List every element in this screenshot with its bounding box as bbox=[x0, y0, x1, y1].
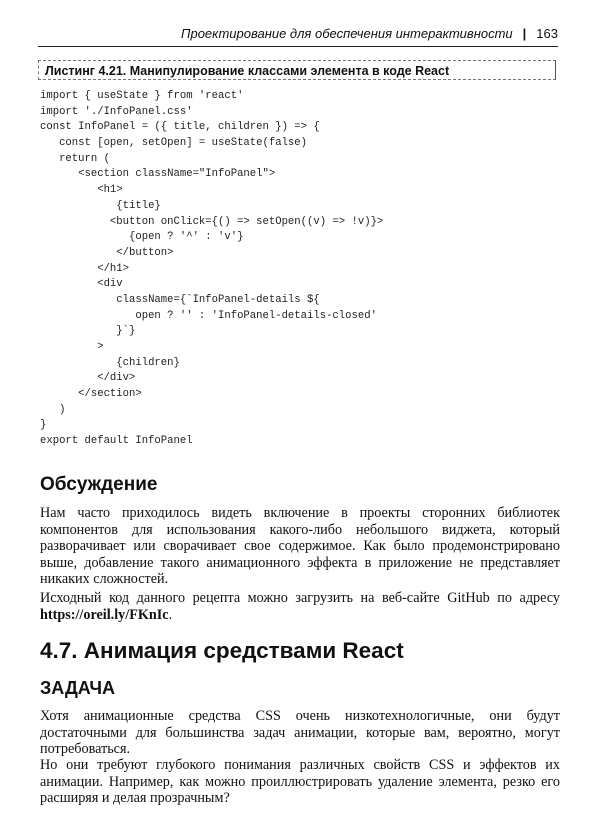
code-line: ) bbox=[40, 403, 66, 416]
code-line: </button> bbox=[40, 246, 174, 259]
section-heading: 4.7. Анимация средствами React bbox=[40, 638, 404, 663]
code-line: <div bbox=[40, 278, 123, 291]
task-paragraph-1: Хотя анимационные средства CSS очень низкотехнологичные, они будут достаточными для большинства задач анимации, которые вам, вероятно, могут потребоваться. bbox=[40, 708, 560, 758]
code-line: <h1> bbox=[40, 184, 123, 197]
task-heading: ЗАДАЧА bbox=[40, 678, 116, 698]
code-line: </h1> bbox=[40, 262, 130, 275]
code-line: {children} bbox=[40, 356, 180, 369]
code-line: {title} bbox=[40, 199, 161, 212]
page-number: 163 bbox=[536, 26, 558, 41]
code-line: <button onClick={() => setOpen((v) => !v)}> bbox=[40, 215, 384, 228]
listing-caption: Листинг 4.21. Манипулирование классами элемента в коде React bbox=[38, 60, 556, 80]
discussion-paragraph: Нам часто приходилось видеть включение в проекты сторонних библиотек компонентов для использования какого-либо небольшого виджета, который разворачивает или сворачивает свое содержимое. Как было продемонстрировано выше, добавление такого анимационного эффекта в приложение не представляет никаких сложностей. bbox=[40, 505, 560, 588]
code-line: > bbox=[40, 341, 104, 353]
code-line: </div> bbox=[40, 372, 136, 385]
source-code-period: . bbox=[168, 606, 173, 623]
task-paragraph-2: Но они требуют глубокого понимания различных свойств CSS и эффектов их анимации. Например, как можно проиллюстрировать удаление элемента, резко его расширяя и делая прозрачным? bbox=[40, 757, 560, 807]
code-line: const InfoPanel = ({ title, children }) => { bbox=[40, 121, 320, 134]
source-code-text: Исходный код данного рецепта можно загрузить на веб-сайте GitHub по адресу bbox=[40, 590, 560, 606]
code-line: </section> bbox=[40, 388, 142, 401]
code-listing bbox=[40, 89, 383, 450]
code-line: import { useState } from 'react' bbox=[40, 90, 244, 102]
header-separator: | bbox=[522, 26, 527, 41]
source-code-paragraph bbox=[40, 590, 560, 623]
code-line: className={`InfoPanel-details ${ bbox=[40, 293, 320, 306]
code-line: open ? '' : 'InfoPanel-details-closed' bbox=[40, 309, 377, 322]
chapter-title: Проектирование для обеспечения интерактивности bbox=[181, 26, 513, 41]
code-line: <section className="InfoPanel"> bbox=[40, 168, 276, 181]
code-line: import './InfoPanel.css' bbox=[40, 105, 193, 118]
code-line: const [open, setOpen] = useState(false) bbox=[40, 137, 308, 150]
discussion-heading: Обсуждение bbox=[40, 474, 158, 495]
running-head bbox=[38, 24, 558, 47]
github-link[interactable]: https://oreil.ly/FKnIc bbox=[40, 606, 169, 623]
code-line: }`} bbox=[40, 325, 136, 338]
code-line: } bbox=[40, 419, 47, 432]
code-line: {open ? '^' : 'v'} bbox=[40, 231, 244, 244]
code-line: export default InfoPanel bbox=[40, 435, 193, 448]
code-line: return ( bbox=[40, 152, 110, 165]
